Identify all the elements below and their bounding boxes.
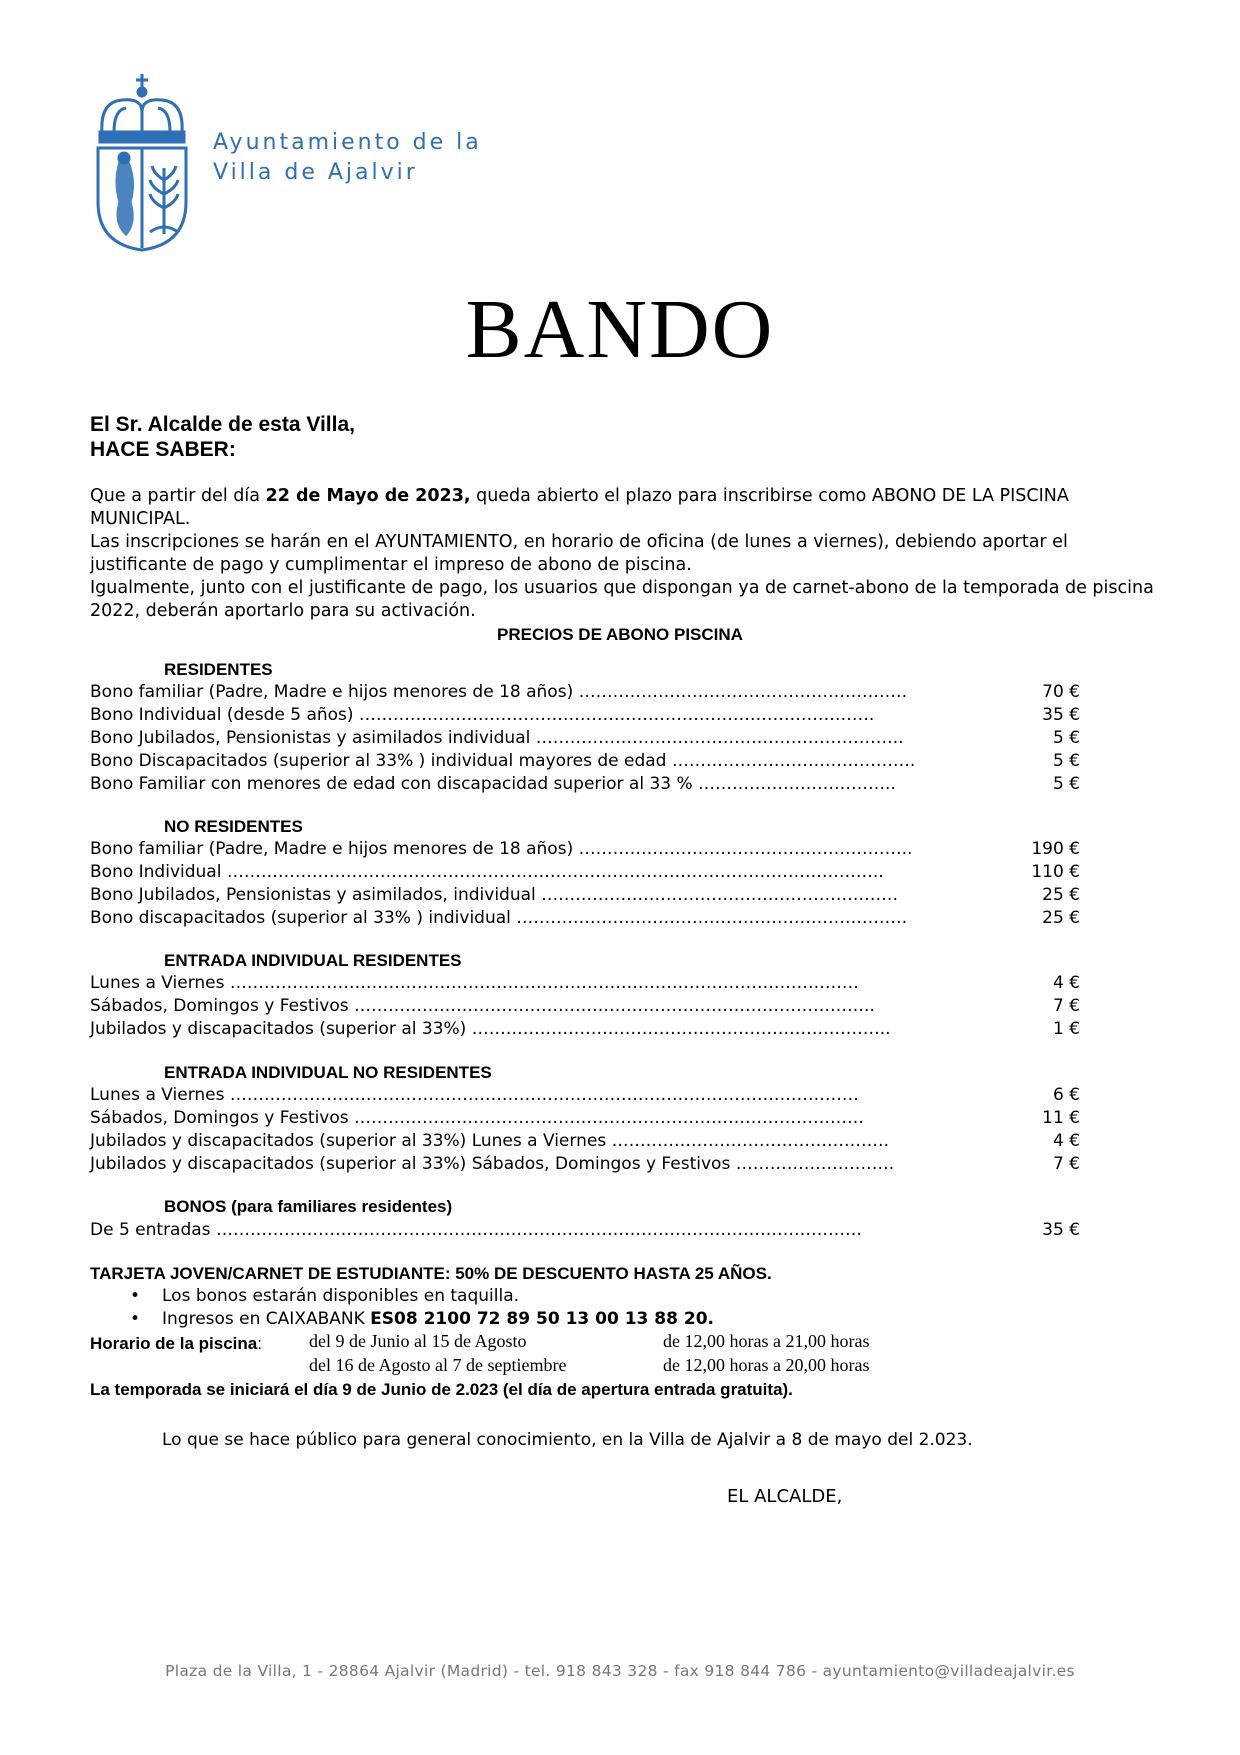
price-value: 70 € <box>1042 682 1080 702</box>
page-title: BANDO <box>465 283 775 376</box>
section-title-bonos <box>164 1197 452 1217</box>
price-label: De 5 entradas …………………………………………………………………………………………………… <box>90 1220 862 1240</box>
price-value: 7 € <box>1052 1154 1080 1174</box>
price-value: 4 € <box>1052 1131 1080 1151</box>
intro-heading <box>90 412 355 462</box>
price-label: Bono Familiar con menores de edad con discapacidad superior al 33 % …………………………….. <box>90 774 896 794</box>
section-title-entrada-no-residentes: ENTRADA INDIVIDUAL NO RESIDENTES <box>164 1063 492 1082</box>
section-title-entrada-residentes: ENTRADA INDIVIDUAL RESIDENTES <box>164 951 462 970</box>
price-label: Jubilados y discapacitados (superior al 33%) Sábados, Domingos y Festivos ………………………. <box>90 1154 895 1174</box>
season-note: La temporada se iniciará el día 9 de Junio de 2.023 (el día de apertura entrada gratuita). <box>90 1380 793 1399</box>
iban: ES08 2100 72 89 50 13 00 13 88 20. <box>370 1309 714 1329</box>
price-row <box>90 1219 1080 1242</box>
schedule-label-text: Horario de la piscina <box>90 1334 258 1353</box>
bullet-item <box>130 1308 714 1331</box>
price-label: Bono Jubilados, Pensionistas y asimilados, individual ……………………………………………………… <box>90 885 899 905</box>
price-value: 6 € <box>1052 1085 1080 1105</box>
intro-line-1: El Sr. Alcalde de esta Villa, <box>90 413 355 436</box>
price-label: Lunes a Viernes ………………………………………………………………………………………………… <box>90 973 859 993</box>
bullet-text: Los bonos estarán disponibles en taquilla. <box>162 1286 520 1306</box>
bonos-title: BONOS <box>164 1197 227 1216</box>
price-row <box>90 972 1080 995</box>
schedule-label <box>90 1332 262 1355</box>
p1-text-a: Que a partir del día <box>90 486 266 506</box>
schedule-period-2: del 16 de Agosto al 7 de septiembre <box>309 1355 567 1375</box>
price-label: Jubilados y discapacitados (superior al 33%) ……………………………………………………………….. <box>90 1019 891 1039</box>
price-value: 11 € <box>1042 1108 1080 1128</box>
price-row <box>90 704 1080 727</box>
price-value: 25 € <box>1042 908 1080 928</box>
organization-name <box>213 128 482 188</box>
price-label: Lunes a Viernes ………………………………………………………………………………………………… <box>90 1085 859 1105</box>
section-title-no-residentes: NO RESIDENTES <box>164 817 303 836</box>
price-row <box>90 838 1080 861</box>
signature: EL ALCALDE, <box>727 1486 843 1507</box>
price-label: Jubilados y discapacitados (superior al 33%) Lunes a Viernes …………………………………………. <box>90 1131 889 1151</box>
price-row <box>90 1130 1080 1153</box>
paragraph-1 <box>90 485 1160 531</box>
body-text <box>90 485 1160 623</box>
p1-date: 22 de Mayo de 2023, <box>265 486 471 506</box>
bullet-item <box>130 1285 519 1308</box>
price-row <box>90 907 1080 930</box>
schedule-hours-1: de 12,00 horas a 21,00 horas <box>663 1331 870 1351</box>
price-value: 5 € <box>1052 774 1080 794</box>
section-title-residentes: RESIDENTES <box>164 660 273 679</box>
coat-of-arms-icon <box>92 72 192 252</box>
schedule-colon: : <box>257 1334 262 1353</box>
price-label: Bono familiar (Padre, Madre e hijos menores de 18 años) ………………………………………………….. <box>90 839 913 859</box>
price-value: 7 € <box>1052 996 1080 1016</box>
price-label: Bono Individual (desde 5 años) ………………………………………………………………………………. <box>90 705 875 725</box>
price-row <box>90 1107 1080 1130</box>
price-value: 5 € <box>1052 751 1080 771</box>
price-row <box>90 1018 1080 1041</box>
price-row <box>90 727 1080 750</box>
price-row <box>90 681 1080 704</box>
price-label: Bono Discapacitados (superior al 33% ) individual mayores de edad ……………………………………. <box>90 751 916 771</box>
schedule-period-1: del 9 de Junio al 15 de Agosto <box>309 1331 527 1351</box>
price-label: Sábados, Domingos y Festivos ……………………………………………………………………………….. <box>90 996 875 1016</box>
schedule-hours-2: de 12,00 horas a 20,00 horas <box>663 1355 870 1375</box>
org-line-2: Villa de Ajalvir <box>213 160 418 185</box>
price-value: 4 € <box>1052 973 1080 993</box>
price-value: 35 € <box>1042 705 1080 725</box>
bullet-icon: • <box>130 1286 141 1306</box>
price-label: Bono Individual …………………………………………………………………………………………………….. <box>90 862 884 882</box>
bonos-title-suffix: (para familiares residentes) <box>226 1197 453 1216</box>
price-row <box>90 995 1080 1018</box>
price-row <box>90 1084 1080 1107</box>
bullet-icon: • <box>130 1309 141 1329</box>
price-value: 5 € <box>1052 728 1080 748</box>
price-value: 110 € <box>1031 862 1080 882</box>
price-row <box>90 884 1080 907</box>
price-label: Sábados, Domingos y Festivos ……………………………………………………………………………… <box>90 1108 865 1128</box>
bullet-text: Ingresos en CAIXABANK <box>162 1309 371 1329</box>
p1-text-b: queda abierto el plazo para inscribirse como ABONO DE LA PISCINA MUNICIPAL. <box>90 486 1069 529</box>
prices-title: PRECIOS DE ABONO PISCINA <box>497 625 743 644</box>
intro-line-2: HACE SABER: <box>90 438 236 461</box>
price-label: Bono discapacitados (superior al 33% ) individual …………………………………………………………… <box>90 908 908 928</box>
paragraph-3: Igualmente, junto con el justificante de pago, los usuarios que dispongan ya de carnet-abono de la temporada de piscina 2022, deberán aportarlo para su activación. <box>90 578 1154 621</box>
price-row <box>90 861 1080 884</box>
footer-contact: Plaza de la Villa, 1 - 28864 Ajalvir (Madrid) - tel. 918 843 328 - fax 918 844 786 - ayuntamiento@villadeajalvir.es <box>165 1662 1075 1680</box>
price-row <box>90 1153 1080 1176</box>
price-value: 190 € <box>1031 839 1080 859</box>
price-value: 25 € <box>1042 885 1080 905</box>
discount-note: TARJETA JOVEN/CARNET DE ESTUDIANTE: 50% DE DESCUENTO HASTA 25 AÑOS. <box>90 1264 772 1283</box>
price-label: Bono familiar (Padre, Madre e hijos menores de 18 años) …………………………………………………. <box>90 682 908 702</box>
price-label: Bono Jubilados, Pensionistas y asimilados individual ……………………………………………………….. <box>90 728 904 748</box>
price-row <box>90 750 1080 773</box>
price-value: 1 € <box>1052 1019 1080 1039</box>
closing-text: Lo que se hace público para general conocimiento, en la Villa de Ajalvir a 8 de mayo del 2.023. <box>162 1430 973 1450</box>
price-row <box>90 773 1080 796</box>
price-value: 35 € <box>1042 1220 1080 1240</box>
org-line-1: Ayuntamiento de la <box>213 130 482 155</box>
paragraph-2: Las inscripciones se harán en el AYUNTAMIENTO, en horario de oficina (de lunes a viernes), debiendo aportar el justificante de pago y cumplimentar el impreso de abono de piscina. <box>90 532 1068 575</box>
